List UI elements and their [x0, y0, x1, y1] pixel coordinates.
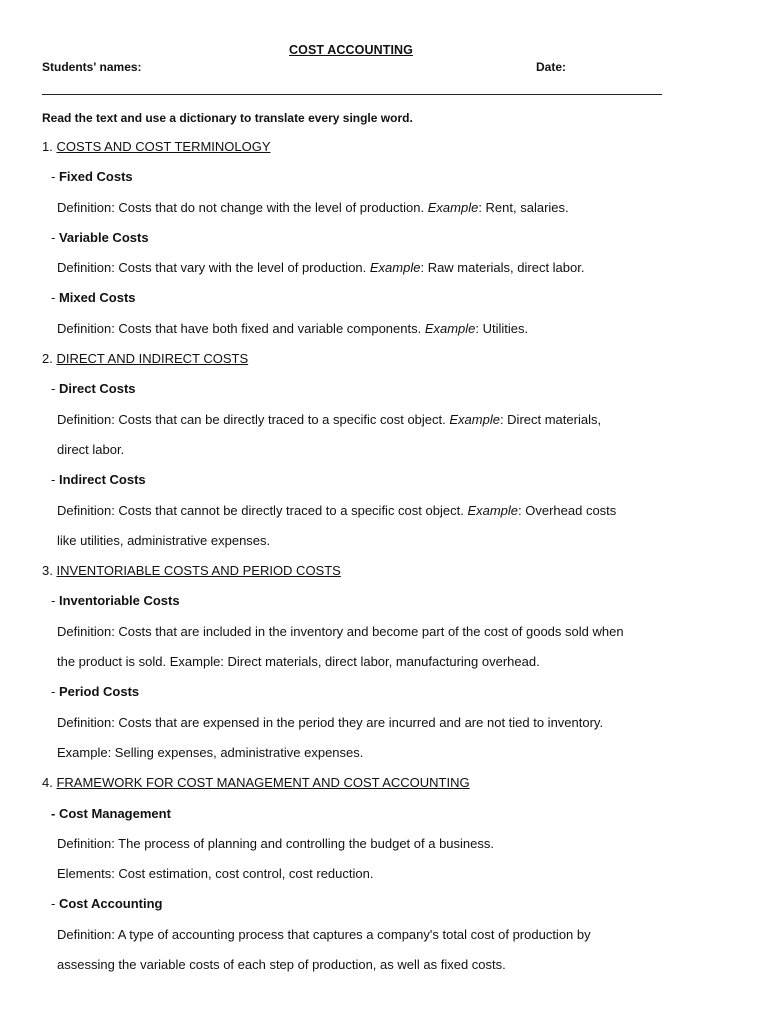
definition-text: Definition: Costs that can be directly traced to a specific cost object.	[57, 411, 450, 427]
term-bullet: -	[51, 593, 59, 609]
definition-line	[42, 319, 682, 349]
term-heading	[42, 804, 682, 834]
definition-line	[42, 531, 682, 561]
definition-line	[42, 864, 682, 894]
definition-line	[42, 410, 682, 440]
example-label: Example	[427, 199, 479, 215]
section-number: 2.	[42, 351, 53, 367]
definition-text: the product is sold. Example: Direct materials, direct labor, manufacturing overhead.	[57, 654, 540, 670]
example-label: Example	[369, 260, 421, 276]
term-heading	[42, 894, 682, 924]
definition-text: Definition: A type of accounting process that captures a company's total cost of production by	[57, 926, 591, 942]
document-title: COST ACCOUNTING	[289, 43, 413, 57]
definition-text: Elements: Cost estimation, cost control, cost reduction.	[57, 866, 374, 882]
definition-text-tail: : Raw materials, direct labor.	[420, 260, 585, 276]
term-bullet: -	[51, 472, 59, 488]
term-bullet: -	[51, 169, 59, 185]
definition-line	[42, 258, 682, 288]
term-heading	[42, 288, 682, 318]
document-body	[42, 137, 682, 985]
section-number: 4.	[42, 775, 53, 791]
section-number: 3.	[42, 563, 53, 579]
term-heading	[42, 228, 682, 258]
section-heading	[42, 137, 682, 167]
definition-text: Definition: Costs that are included in the inventory and become part of the cost of goods sold when	[57, 623, 624, 639]
section-heading	[42, 561, 682, 591]
term-name: Variable Costs	[58, 229, 149, 245]
term-name: Indirect Costs	[58, 472, 146, 488]
example-label: Example	[449, 411, 500, 427]
definition-line	[42, 713, 682, 743]
definition-line	[42, 834, 682, 864]
header-divider	[42, 94, 662, 95]
definition-line	[42, 925, 682, 955]
definition-line	[42, 743, 682, 773]
definition-line	[42, 501, 682, 531]
definition-text-tail: : Overhead costs	[518, 502, 617, 518]
term-bullet: -	[51, 229, 59, 245]
students-names-label: Students' names:	[42, 60, 142, 74]
definition-text: direct labor.	[57, 441, 125, 457]
example-label: Example	[424, 320, 476, 336]
section-title: INVENTORIABLE COSTS AND PERIOD COSTS	[56, 563, 341, 579]
definition-line	[42, 652, 682, 682]
term-heading	[42, 682, 682, 712]
term-bullet: -	[51, 290, 59, 306]
definition-text-tail: : Direct materials,	[499, 411, 602, 427]
section-number: 1.	[42, 139, 53, 154]
term-bullet: -	[51, 381, 59, 397]
section-title: DIRECT AND INDIRECT COSTS	[56, 351, 249, 367]
definition-text-tail: : Rent, salaries.	[478, 199, 569, 215]
definition-text: Definition: Costs that are expensed in the period they are incurred and are not tied to inventory.	[57, 714, 604, 730]
definition-line	[42, 198, 682, 228]
definition-text: assessing the variable costs of each step of production, as well as fixed costs.	[57, 957, 506, 973]
term-name: Fixed Costs	[58, 169, 133, 185]
definition-text: Definition: The process of planning and controlling the budget of a business.	[57, 835, 494, 851]
term-heading	[42, 379, 682, 409]
definition-text: Definition: Costs that have both fixed and variable components.	[57, 320, 425, 336]
date-label: Date:	[536, 60, 567, 74]
term-name: Period Costs	[58, 684, 140, 700]
definition-text: Example: Selling expenses, administrative expenses.	[57, 744, 364, 760]
term-name: Cost Accounting	[58, 896, 163, 912]
term-heading	[42, 591, 682, 621]
definition-line	[42, 622, 682, 652]
term-name: Mixed Costs	[58, 290, 136, 306]
section-heading	[42, 773, 682, 803]
definition-text: Definition: Costs that vary with the level of production.	[57, 260, 370, 276]
term-name: Inventoriable Costs	[58, 593, 180, 609]
definition-text: like utilities, administrative expenses.	[57, 532, 271, 548]
term-bullet: -	[51, 896, 59, 912]
instruction-text: Read the text and use a dictionary to translate every single word.	[42, 111, 413, 125]
definition-line	[42, 440, 682, 470]
definition-text: Definition: Costs that cannot be directly traced to a specific cost object.	[57, 502, 468, 518]
section-title: COSTS AND COST TERMINOLOGY	[56, 139, 271, 154]
definition-text-tail: : Utilities.	[475, 320, 529, 336]
definition-text: Definition: Costs that do not change with the level of production.	[57, 199, 428, 215]
section-heading	[42, 349, 682, 379]
term-heading	[42, 470, 682, 500]
example-label: Example	[467, 502, 519, 518]
section-title: FRAMEWORK FOR COST MANAGEMENT AND COST ACCOUNTING	[56, 775, 470, 791]
term-name: Cost Management	[58, 805, 171, 821]
term-name: Direct Costs	[58, 381, 136, 397]
term-heading	[42, 167, 682, 197]
term-bullet: -	[51, 805, 59, 821]
term-bullet: -	[51, 684, 59, 700]
definition-line	[42, 955, 682, 985]
